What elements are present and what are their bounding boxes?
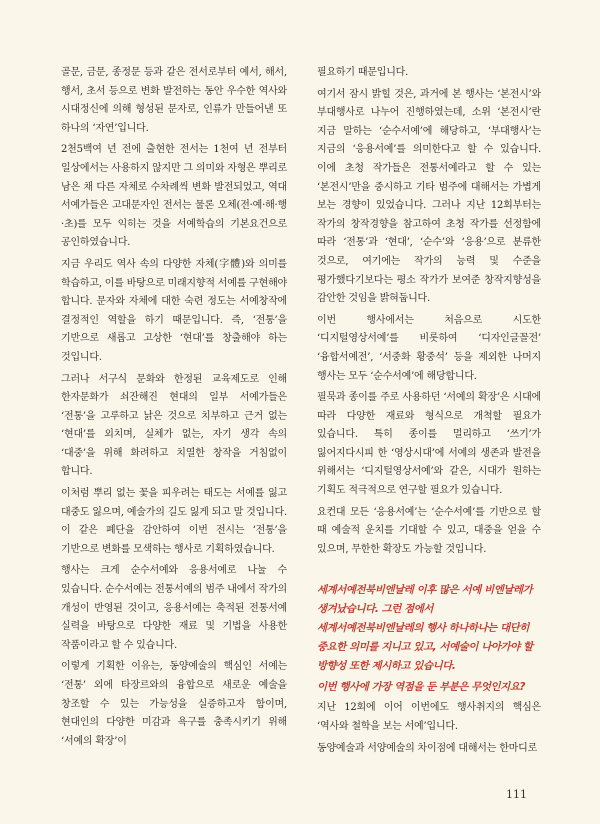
interview-question: 세계서예전북비엔날레 이후 많은 서예 비엔날레가 생겨났습니다. 그런 점에서 세계서예전북비엔날레의 행사 하나하나는 대단히 중요한 의미를 지니고 있고, 서예술이 나아가야 할 방향성 또한 제시하고 있습니다.: [317, 584, 533, 673]
interview-question-block: [317, 581, 541, 697]
body-paragraph: 여기서 잠시 밝힐 것은, 과거에 본 행사는 ‘본전시’와 부대행사로 나누어 진행하였는데, 소위 ‘본전시’란 지금 말하는 ‘순수서예’에 해당하고, ‘부대행사’는 지금의 ‘응용서예’를 의미한다고 할 수 있습니다. 이에 초청 작가들은 전통서예라고 할 수 있는 ‘본전시’만을 중시하고 기타 범주에 대해서는 가볍게 보는 경향이 있었습니다. 그러나 지난 12회부터는 작가의 창작경향을 참고하여 초청 작가를 선정함에 따라 ‘전통’과 ‘현대’, ‘순수’와 ‘응용’으로 분류한 것으로, 여기에는 작가의 능력 및 수준을 평가했다기보다는 평소 작가가 보여준 창작지향성을 감안한 것임을 밝혀둡니다.: [317, 88, 541, 305]
body-paragraph: 그러나 서구식 문화와 한정된 교육제도로 인해 한자문화가 쇠잔해진 현대의 일부 서예가들은 ‘전통’을 고루하고 낡은 것으로 치부하고 근거 없는 ‘현대’를 외치며, 실체가 없는, 자기 생각 속의 ‘대중’을 위해 화려하고 치열한 창작을 거침없이 합니다.: [61, 373, 287, 478]
body-paragraph: 이렇게 기획한 이유는, 동양예술의 핵심인 서예는 ‘전통’ 외에 타장르와의 융합으로 새로운 예술을 창조할 수 있는 가능성을 실증하고자 함이며, 현대인의 다양한 미감과 욕구를 충족시키기 위해 ‘서예의 확장’이: [61, 661, 287, 747]
page-number: 111: [506, 788, 527, 801]
answer-paragraph: 동양예술과 서양예술의 차이점에 대해서는 한마디로: [317, 742, 538, 754]
left-column: [61, 64, 287, 754]
body-paragraph: 2천5백여 년 전에 출현한 전서는 1천여 년 전부터 일상에서는 사용하지 않지만 그 의미와 자형은 뿌리로 남은 채 다른 자체로 수차례씩 변화 발전되었고, 역대 서예가들은 고대문자인 전서는 물론 오체(전·예·해·행·초)를 모두 익히는 것을 서예학습의 기본요건으로 공인하였습니다.: [61, 144, 287, 249]
body-paragraph: 필요하기 때문입니다.: [317, 67, 409, 78]
body-paragraph: 지금 우리도 역사 속의 다양한 자체(字體)와 의미를 학습하고, 이를 바탕으로 미래지향적 서예를 구현해야 합니다. 문자와 자체에 대한 숙련 정도는 서예창작에 결정적인 역할을 하기 때문입니다. 즉, ‘전통’을 기반으로 새롭고 고상한 ‘현대’를 창출해야 하는 것입니다.: [61, 258, 287, 363]
body-paragraph: 행사는 크게 순수서예와 응용서예로 나눌 수 있습니다. 순수서예는 전통서예의 범주 내에서 작가의 개성이 반영된 것이고, 응용서예는 축적된 전통서예 실력을 바탕으로 다양한 재료 및 기법을 사용한 작품이라고 할 수 있습니다.: [61, 565, 287, 651]
body-paragraph: 골문, 금문, 종정문 등과 같은 전서로부터 예서, 해서, 행서, 초서 등으로 변화 발전하는 동안 우수한 역사와 시대정신에 의해 형성된 문자로, 인류가 만들어낸 또 하나의 ‘자연’입니다.: [61, 67, 287, 134]
body-paragraph: 필묵과 종이를 주로 사용하던 ‘서예의 확장’은 시대에 따라 다양한 재료와 형식으로 개척할 필요가 있습니다. 특히 종이를 멀리하고 ‘쓰기’가 잃어지다시피 한 ‘영상시대’에 서예의 생존과 발전을 위해서는 ‘디지털영상서예’와 같은, 시대가 원하는 기획도 적극적으로 연구할 필요가 있습니다.: [317, 392, 541, 497]
body-paragraph: 이처럼 뿌리 없는 꽃을 피우려는 태도는 서예를 잃고 대중도 잃으며, 예술가의 길도 잃게 되고 말 것입니다. 이 같은 폐단을 감안하여 이번 전시는 ‘전통’을 기반으로 변화를 모색하는 행사로 기획하였습니다.: [61, 488, 287, 555]
right-column: [317, 64, 541, 761]
interview-question: 이번 행사에 가장 역점을 둔 부분은 무엇인지요?: [317, 681, 526, 694]
answer-paragraph: 지난 12회에 이어 이번에도 행사취지의 핵심은 ‘역사와 철학을 보는 서예’입니다.: [317, 702, 541, 733]
body-paragraph: 요컨대 모든 ‘응용서예’는 ‘순수서예’를 기반으로 할 때 예술적 운치를 기대할 수 있고, 대중을 얻을 수 있으며, 무한한 확장도 가능할 것입니다.: [317, 506, 541, 555]
body-paragraph: 이번 행사에서는 처음으로 시도한 ‘디지털영상서예’를 비롯하여 ‘디자인글꼴전’ ‘융합서예전’, ‘서중화 황중석’ 등을 제외한 나머지 행사는 모두 ‘순수서예’에 해당합니다.: [317, 314, 541, 382]
